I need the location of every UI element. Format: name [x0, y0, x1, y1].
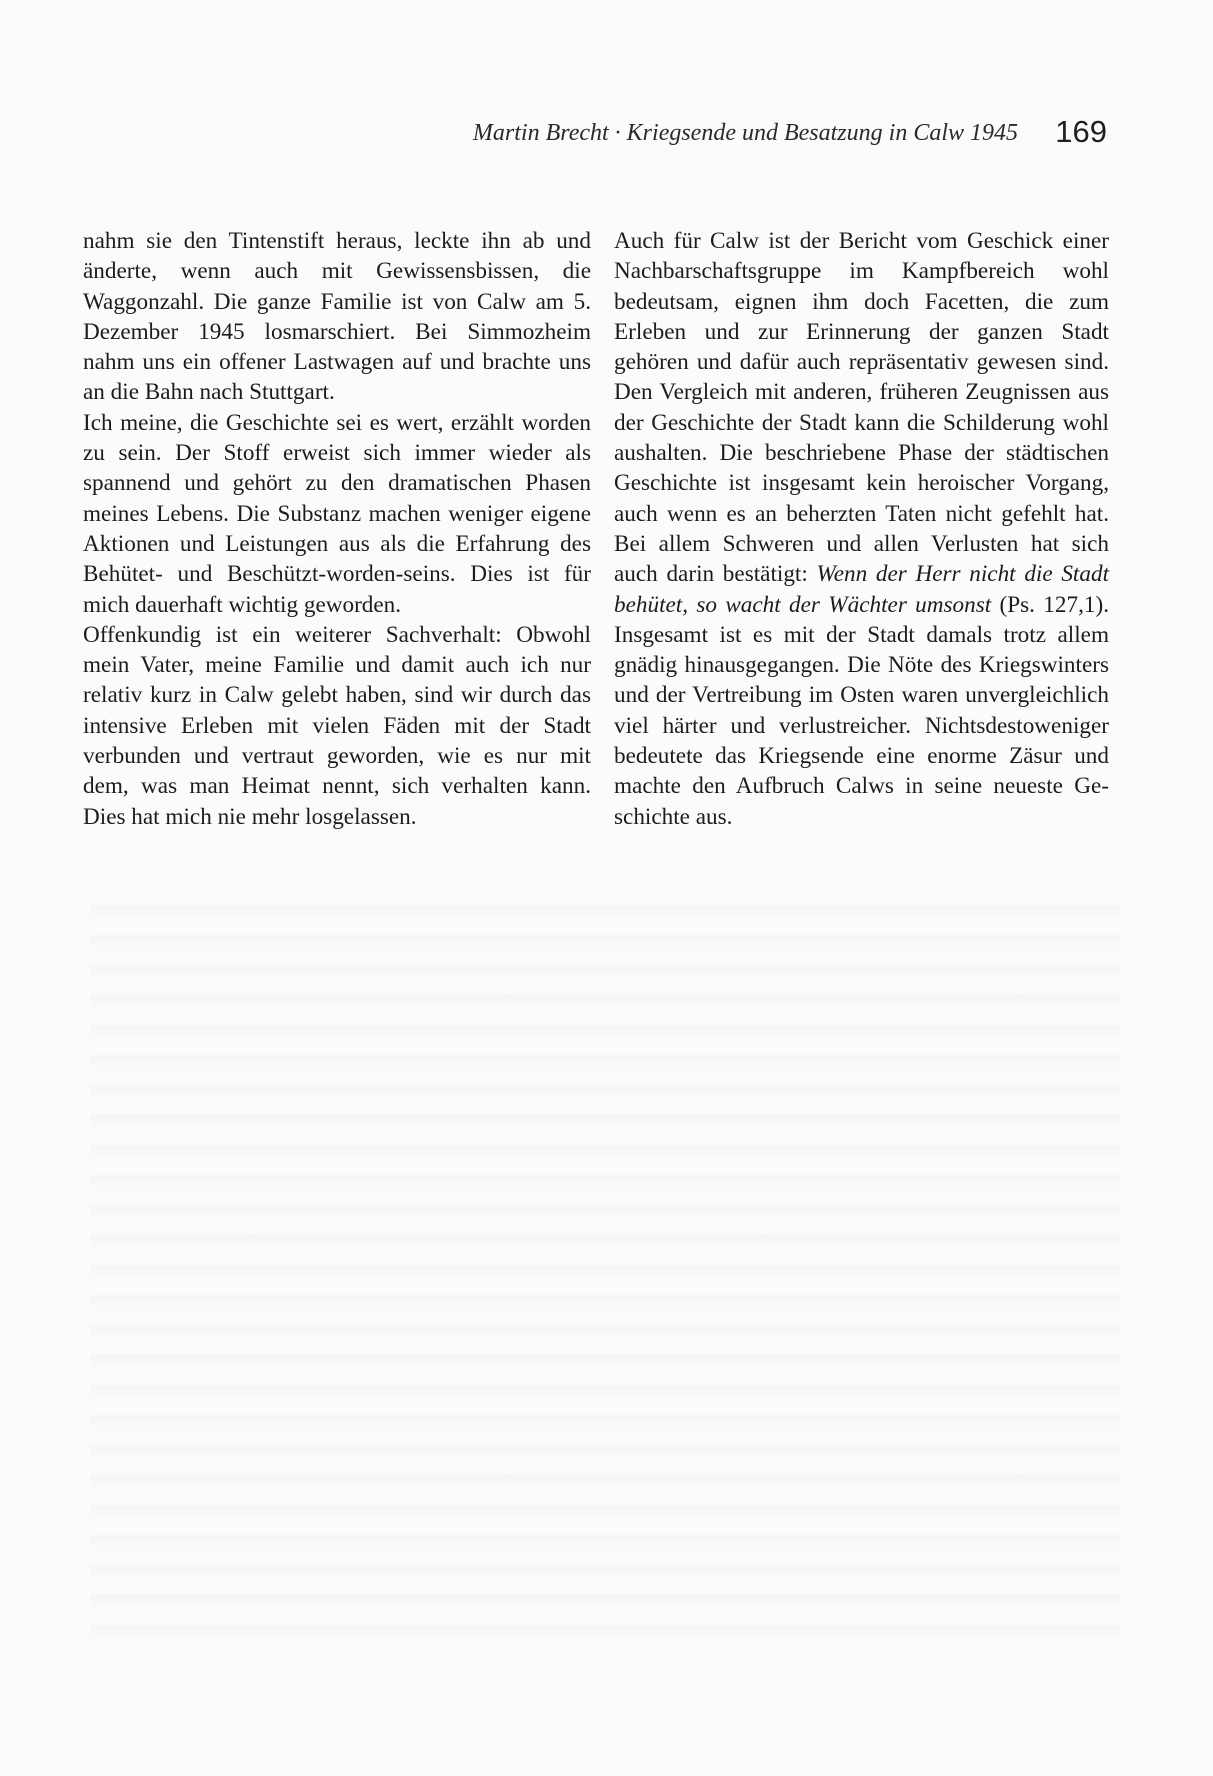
text-column-left [83, 226, 591, 832]
paragraph: Ich meine, die Geschichte sei es wert, erzählt worden zu sein. Der Stoff erweist sich immer wieder als spannend und gehört zu den dramatischen Phasen meines Lebens. Die Substanz machen weniger eigene Aktionen und Leistungen aus als die Erfahrung des Behütet- und Beschützt-worden-seins. Dies ist für mich dauerhaft wichtig geworden. [83, 409, 591, 618]
paragraph-text: (Ps. 127,1). Insgesamt ist es mit der Stadt damals trotz allem gnädig hinausgegangen. Die Nöte des Kriegswinters und der Vertreibung im Osten waren unvergleichlich viel härter und verlustreicher. Nichtsdestoweniger bedeutete das Kriegsende eine enorme Zäsur und machte den Aufbruch Calws in seine neueste Geschichte aus. [614, 591, 1109, 830]
paragraph [614, 226, 1109, 832]
page-number: 169 [1055, 114, 1107, 149]
text-column-right [614, 226, 1109, 832]
paragraph-text: Auch für Calw ist der Bericht vom Geschick einer Nachbarschaftsgruppe im Kampfbereich wohl bedeutsam, eignen ihm doch Facetten, die zum Erleben und zur Erinnerung der ganzen Stadt gehören und dafür auch repräsentativ gewesen sind. Den Vergleich mit anderen, früheren Zeugnissen aus der Geschichte der Stadt kann die Schilderung wohl aushalten. Die beschriebene Phase der städtischen Geschichte ist insgesamt kein heroischer Vorgang, auch wenn es an beherzten Taten nicht gefehlt hat. Bei allem Schweren und allen Verlusten hat sich auch darin bestätigt: [614, 228, 1109, 588]
running-header [0, 114, 1213, 154]
show-through-texture [90, 890, 1120, 1650]
running-title: Martin Brecht · Kriegsende und Besatzung in Calw 1945 [472, 120, 1018, 146]
paragraph: nahm sie den Tintenstift heraus, leckte ihn ab und änderte, wenn auch mit Gewissensbissen, die Waggonzahl. Die ganze Familie ist von Calw am 5. Dezember 1945 losmarschiert. Bei Simmozheim nahm uns ein offener Lastwagen auf und brachte uns an die Bahn nach Stuttgart. [83, 228, 591, 406]
bible-quote: Wenn der Herr nicht die Stadt behütet, so wacht der Wächter umsonst [614, 561, 1110, 618]
paragraph: Offenkundig ist ein weiterer Sachverhalt: Obwohl mein Vater, meine Familie und damit auch ich nur relativ kurz in Calw gelebt haben, sind wir durch das intensive Erleben mit vielen Fäden mit der Stadt verbunden und vertraut geworden, wie es nur mit dem, was man Heimat nennt, sich verhalten kann. Dies hat mich nie mehr losgelassen. [83, 621, 591, 830]
